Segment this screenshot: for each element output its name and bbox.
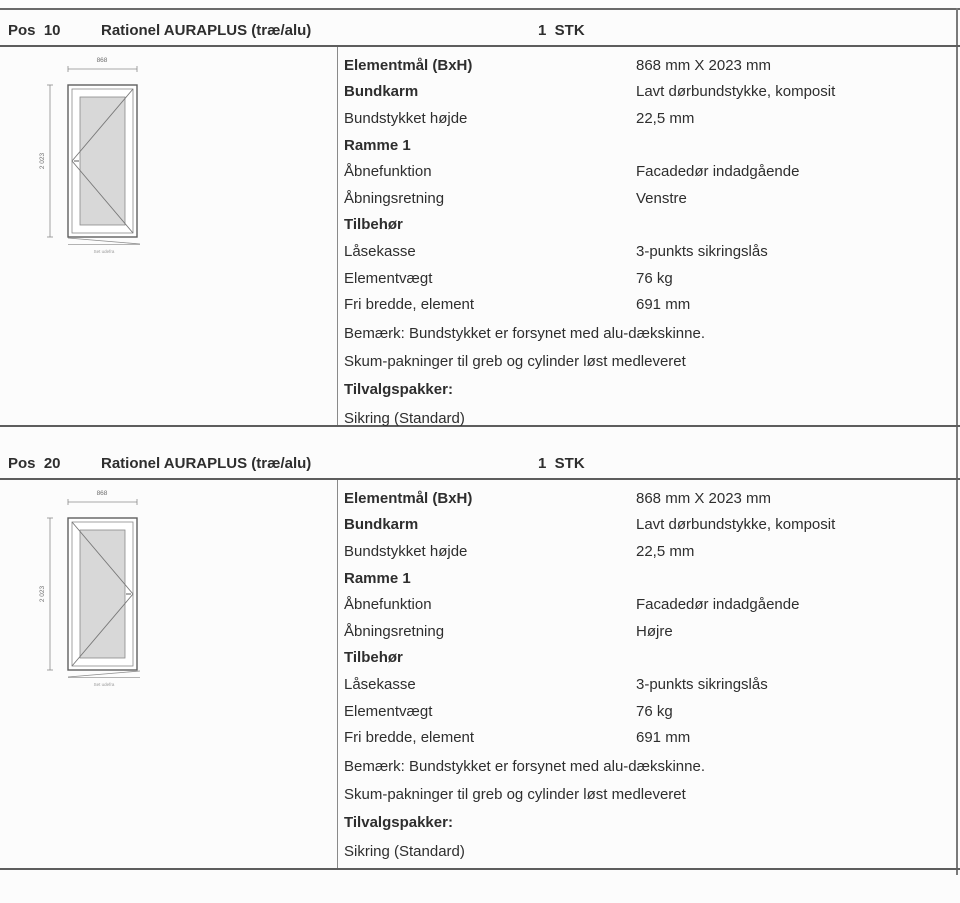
door-drawing-left-opening xyxy=(30,49,190,269)
spec-label: Elementvægt xyxy=(344,702,433,720)
table-row xyxy=(338,79,958,106)
spec-label: Åbnefunktion xyxy=(344,163,432,181)
spec-value: 868 mm X 2023 mm xyxy=(636,489,772,507)
spec-value: 3-punkts sikringslås xyxy=(636,675,768,693)
table-row xyxy=(338,212,958,239)
section-header xyxy=(0,441,960,478)
spec-label: Elementmål (BxH) xyxy=(344,489,473,507)
section-header xyxy=(0,8,960,45)
spec-label: Bundstykket højde xyxy=(344,109,468,127)
section-body xyxy=(0,480,960,868)
spec-label: Fri bredde, element xyxy=(344,296,475,314)
width-dimension-label: 868 xyxy=(96,57,108,64)
spec-label: Ramme 1 xyxy=(344,569,411,587)
spec-label: Tilbehør xyxy=(344,649,403,667)
table-row xyxy=(338,645,958,672)
table-row xyxy=(338,724,958,751)
spec-value: 22,5 mm xyxy=(636,542,695,560)
section-pos-20 xyxy=(0,441,960,870)
position-number: Pos 10 xyxy=(8,22,61,39)
drawing-caption: Set udefra xyxy=(93,682,115,687)
spec-value: 76 kg xyxy=(636,702,673,720)
table-row xyxy=(338,132,958,159)
table-row xyxy=(338,52,958,79)
note-line: Bemærk: Bundstykket er forsynet med alu-dækskinne. xyxy=(344,325,705,343)
spec-label: Ramme 1 xyxy=(344,136,411,154)
door-elevation-diagram xyxy=(30,49,190,264)
position-number: Pos 20 xyxy=(8,455,61,472)
height-dimension-label: 2 023 xyxy=(39,152,46,170)
notes-block xyxy=(338,753,958,866)
table-row xyxy=(338,158,958,185)
table-row xyxy=(338,291,958,318)
table-row xyxy=(338,565,958,592)
note-line: Sikring (Standard) xyxy=(344,843,465,861)
spec-value: Højre xyxy=(636,622,673,640)
spec-value: 868 mm X 2023 mm xyxy=(636,56,772,74)
product-title: Rationel AURAPLUS (træ/alu) xyxy=(101,455,312,472)
table-row xyxy=(338,698,958,725)
spec-value: 22,5 mm xyxy=(636,109,695,127)
spec-label: Åbnefunktion xyxy=(344,596,432,614)
section-pos-10 xyxy=(0,8,960,427)
spec-label: Fri bredde, element xyxy=(344,729,475,747)
notes-block xyxy=(338,320,958,433)
note-line: Sikring (Standard) xyxy=(344,410,465,428)
spec-label: Åbningsretning xyxy=(344,622,445,640)
spec-label: Elementmål (BxH) xyxy=(344,56,473,74)
door-drawing-right-opening xyxy=(30,482,190,702)
drawing-caption: Set udefra xyxy=(93,249,115,254)
table-row xyxy=(338,538,958,565)
spec-label: Låsekasse xyxy=(344,675,416,693)
spec-table xyxy=(338,52,958,432)
spec-value: 3-punkts sikringslås xyxy=(636,242,768,260)
spec-value: 691 mm xyxy=(636,296,691,314)
spec-label: Bundstykket højde xyxy=(344,542,468,560)
table-row xyxy=(338,485,958,512)
spec-value: Lavt dørbundstykke, komposit xyxy=(636,83,836,101)
table-row xyxy=(338,105,958,132)
table-row xyxy=(338,591,958,618)
table-row xyxy=(338,618,958,645)
table-row xyxy=(338,185,958,212)
section-body xyxy=(0,47,960,428)
spec-label: Bundkarm xyxy=(344,83,419,101)
spec-value: Facadedør indadgående xyxy=(636,163,800,181)
spec-label: Bundkarm xyxy=(344,516,419,534)
width-dimension-label: 868 xyxy=(96,490,108,497)
quantity: 1 STK xyxy=(538,455,585,472)
spec-label: Åbningsretning xyxy=(344,189,445,207)
quantity: 1 STK xyxy=(538,22,585,39)
table-row xyxy=(338,238,958,265)
note-line: Skum-pakninger til greb og cylinder løst medleveret xyxy=(344,352,686,370)
note-line: Bemærk: Bundstykket er forsynet med alu-dækskinne. xyxy=(344,758,705,776)
spec-value: Venstre xyxy=(636,189,687,207)
door-elevation-diagram xyxy=(30,482,190,697)
table-row xyxy=(338,265,958,292)
spec-value: Facadedør indadgående xyxy=(636,596,800,614)
table-row xyxy=(338,512,958,539)
spec-value: 76 kg xyxy=(636,269,673,287)
height-dimension-label: 2 023 xyxy=(39,585,46,603)
section-bottom-rule xyxy=(0,868,960,870)
table-row xyxy=(338,671,958,698)
spec-table xyxy=(338,485,958,865)
spec-label: Låsekasse xyxy=(344,242,416,260)
note-line: Skum-pakninger til greb og cylinder løst medleveret xyxy=(344,785,686,803)
product-title: Rationel AURAPLUS (træ/alu) xyxy=(101,22,312,39)
note-line: Tilvalgspakker: xyxy=(344,381,453,399)
spec-value: Lavt dørbundstykke, komposit xyxy=(636,516,836,534)
spec-label: Elementvægt xyxy=(344,269,433,287)
note-line: Tilvalgspakker: xyxy=(344,814,453,832)
spec-value: 691 mm xyxy=(636,729,691,747)
spec-label: Tilbehør xyxy=(344,216,403,234)
